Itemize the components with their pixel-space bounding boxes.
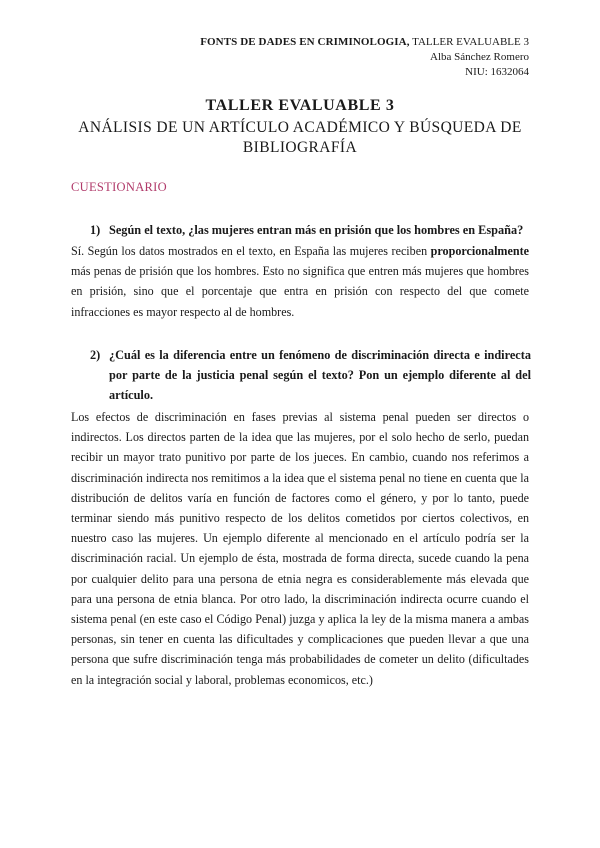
document-subtitle: ANÁLISIS DE UN ARTÍCULO ACADÉMICO Y BÚSQUEDA DE BIBLIOGRAFÍA — [78, 119, 522, 156]
answer-text: más penas de prisión que los hombres. Esto no significa que entren más mujeres que hombres en prisión, sino que el porcentaje que entra en prisión con respecto del que comete infracciones es mayor respecto al de hombres. — [71, 264, 529, 319]
answer-2: Los efectos de discriminación en fases previas al sistema penal pueden ser directos o indirectos. Los directos parten de la idea que las mujeres, por el solo hecho de serlo, puedan recibir un mayor trato punitivo por parte de los jueces. En cambio, cuando nos referimos a discriminación indirecta nos remitimos a la idea que el sistema penal no tiene en cuenta que la distribución de delitos varía en función de factores como el género, y por lo tanto, puede terminar siendo más punitivo respecto de los delitos cometidos por ciertos colectivos, en nuestro caso las mujeres. Un ejemplo diferente al mencionado en el artículo podría ser la discriminación racial. Un ejemplo de ésta, mostrada de forma directa, sucede cuando la pena por cualquier delito para una persona de etnia negra es considerablemente más elevada que para una persona de etnia blanca. Por otro lado, la discriminación indirecta ocurre cuando el sistema penal (en este caso el Código Penal) juzga y aplica la ley de la misma manera a ambas personas, sin tener en cuenta las dificultades y complicaciones que pueden llevar a que una persona que sufre discriminación tenga más probabilidades de cometer un delito (dificultades en la integración social y laboral, problemas economicos, etc.) — [71, 410, 529, 687]
section-heading: CUESTIONARIO — [71, 180, 167, 194]
page-header — [200, 35, 529, 80]
question-number: 2) — [90, 348, 101, 362]
question-number: 1) — [90, 223, 101, 237]
question-text: ¿Cuál es la diferencia entre un fenómeno de discriminación directa e indirecta por parte de la justicia penal según el texto? Pon un ejemplo diferente al del artículo. — [109, 348, 531, 402]
question-2 — [90, 345, 531, 405]
answer-1 — [71, 241, 529, 322]
course-suffix: TALLER EVALUABLE 3 — [409, 36, 529, 48]
document-title: TALLER EVALUABLE 3 — [205, 97, 395, 114]
author-name: Alba Sánchez Romero — [430, 51, 529, 63]
answer-text: Sí. Según los datos mostrados en el texto, en España las mujeres reciben — [71, 244, 431, 258]
course-line — [200, 35, 529, 50]
title-block — [0, 96, 600, 158]
course-name: FONTS DE DADES EN CRIMINOLOGIA, — [200, 36, 410, 48]
student-niu: NIU: 1632064 — [465, 66, 529, 78]
answer-emphasis: proporcionalmente — [430, 244, 529, 258]
question-1 — [90, 220, 531, 240]
question-text: Según el texto, ¿las mujeres entran más en prisión que los hombres en España? — [109, 223, 524, 237]
